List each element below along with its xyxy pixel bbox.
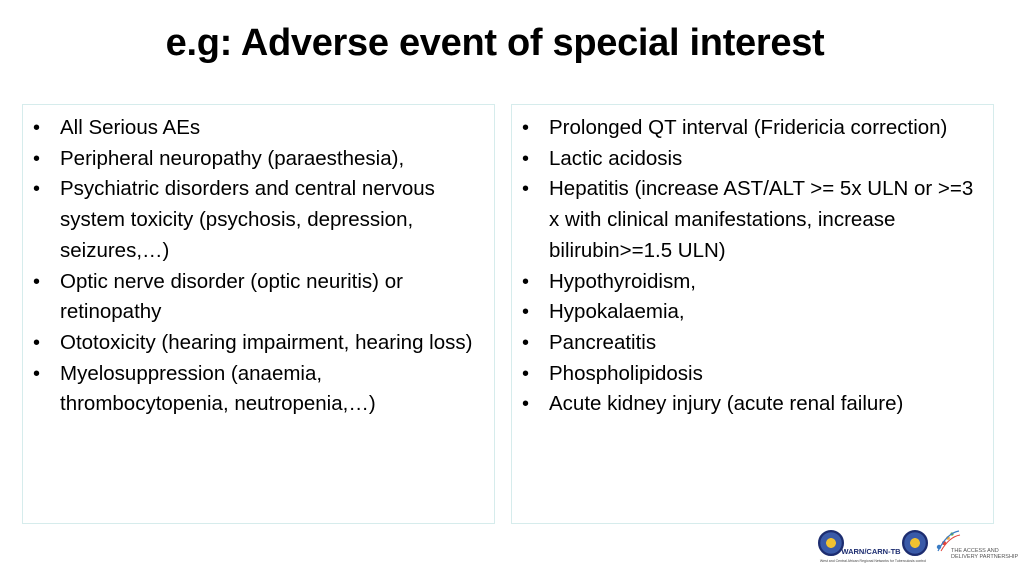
list-item: • Acute kidney injury (acute renal failure)	[522, 389, 985, 420]
list-item: • Optic nerve disorder (optic neuritis) or retinopathy	[33, 267, 486, 328]
left-panel	[22, 104, 495, 524]
warn-carn-tb-label: WARN/CARN-TB	[841, 547, 901, 556]
tadp-wordmark: THE ACCESS AND DELIVERY PARTNERSHIP	[951, 548, 1019, 560]
list-item: • Peripheral neuropathy (paraesthesia),	[33, 144, 486, 175]
list-item: • Ototoxicity (hearing impairment, hearing loss)	[33, 328, 486, 359]
right-bullet-list	[512, 105, 993, 420]
list-item: • Myelosuppression (anaemia, thrombocytopenia, neutropenia,…)	[33, 359, 486, 420]
list-item: • Hypothyroidism,	[522, 267, 985, 298]
list-item: • Lactic acidosis	[522, 144, 985, 175]
left-bullet-list	[23, 105, 494, 420]
list-item: • Phospholipidosis	[522, 359, 985, 390]
list-item: • Prolonged QT interval (Fridericia correction)	[522, 113, 985, 144]
list-item: • Psychiatric disorders and central nervous system toxicity (psychosis, depression, seizures,…)	[33, 174, 486, 266]
list-item: • All Serious AEs	[33, 113, 486, 144]
warn-subtitle: West and Central African Regional Networks for Tuberculosis control	[819, 559, 927, 563]
list-item: • Hypokalaemia,	[522, 297, 985, 328]
list-item: • Pancreatitis	[522, 328, 985, 359]
footer-logos	[815, 527, 1020, 573]
slide-title: e.g: Adverse event of special interest	[165, 22, 825, 64]
seal-logo-icon	[902, 530, 928, 556]
right-panel	[511, 104, 994, 524]
list-item: • Hepatitis (increase AST/ALT >= 5x ULN or >=3 x with clinical manifestations, increase bilirubin>=1.5 ULN)	[522, 174, 985, 266]
